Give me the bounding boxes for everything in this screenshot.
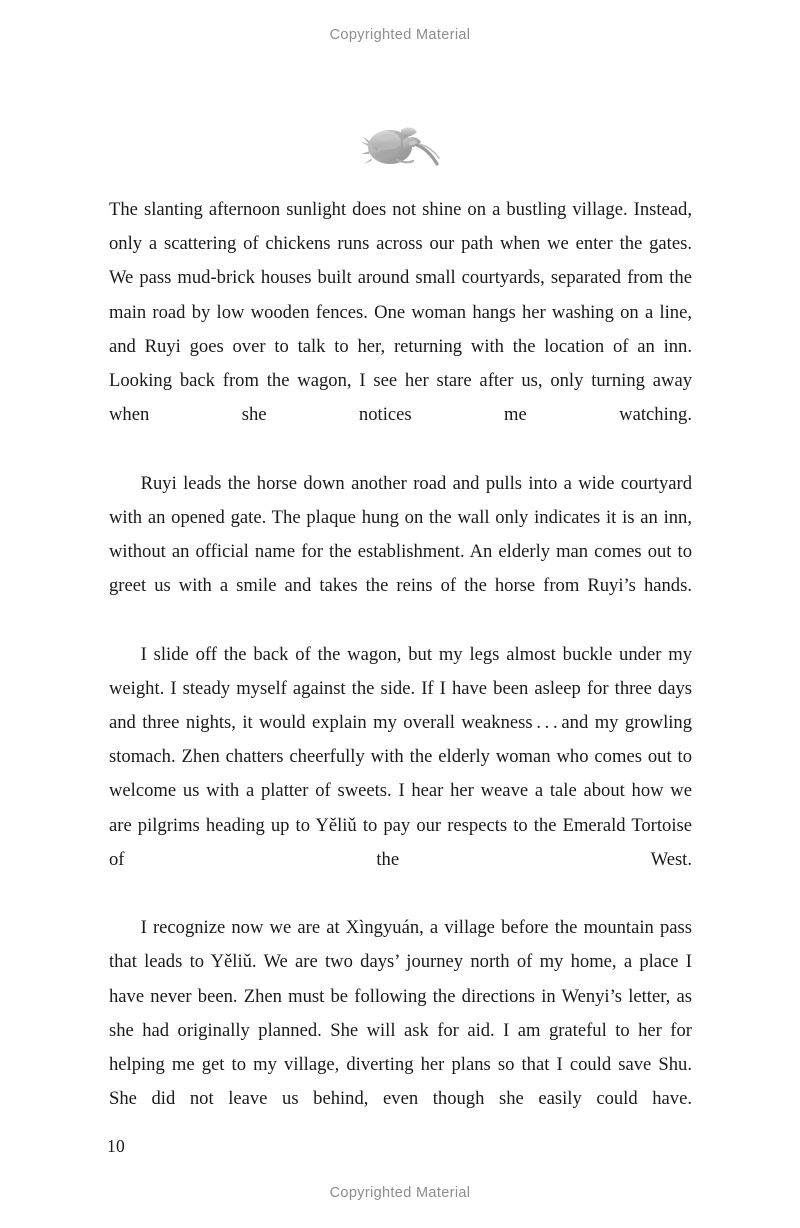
body-text (109, 193, 692, 1151)
copyright-watermark-bottom: Copyrighted Material (329, 1185, 471, 1201)
paragraph-4: I recognize now we are at Xìngyuán, a village before the mountain pass that leads to Yěliǔ. We are two days’ journey north of my home, a place I have never been. Zhen must be following the directions in Wenyi’s letter, as she had originally planned. She will ask for aid. I am grateful to her for helping me get to my village, diverting her plans so that I could save Shu. She did not leave us behind, even though she easily could have. (109, 917, 692, 1110)
paragraph-1: The slanting afternoon sunlight does not shine on a bustling village. Instead, only a scattering of chickens runs across our path when we enter the gates. We pass mud-brick houses built around small courtyards, separated from the main road by low wooden fences. One woman hangs her washing on a line, and Ruyi goes over to talk to her, returning with the location of an inn. Looking back from the wagon, I see her stare after us, only turning away when she notices me watching. (109, 199, 692, 426)
copyright-watermark-top: Copyrighted Material (329, 27, 471, 43)
floral-vine-ornament (357, 120, 443, 172)
paragraph-2: Ruyi leads the horse down another road and pulls into a wide courtyard with an opened gate. The plaque hung on the wall only indicates it is an inn, without an official name for the establishment. An elderly man comes out to greet us with a smile and takes the reins of the horse from Ruyi’s hands. (109, 472, 692, 597)
paragraph-3: I slide off the back of the wagon, but my legs almost buckle under my weight. I steady myself against the side. If I have been asleep for three days and three nights, it would explain my overall weakness . . . and my growling stomach. Zhen chatters cheerfully with the elderly woman who comes out to welcome us with a platter of sweets. I hear her weave a tale about how we are pilgrims heading up to Yěliǔ to pay our respects to the Emerald Tortoise of the West. (109, 643, 692, 870)
page-number: 10 (107, 1136, 125, 1156)
section-ornament (0, 118, 800, 174)
